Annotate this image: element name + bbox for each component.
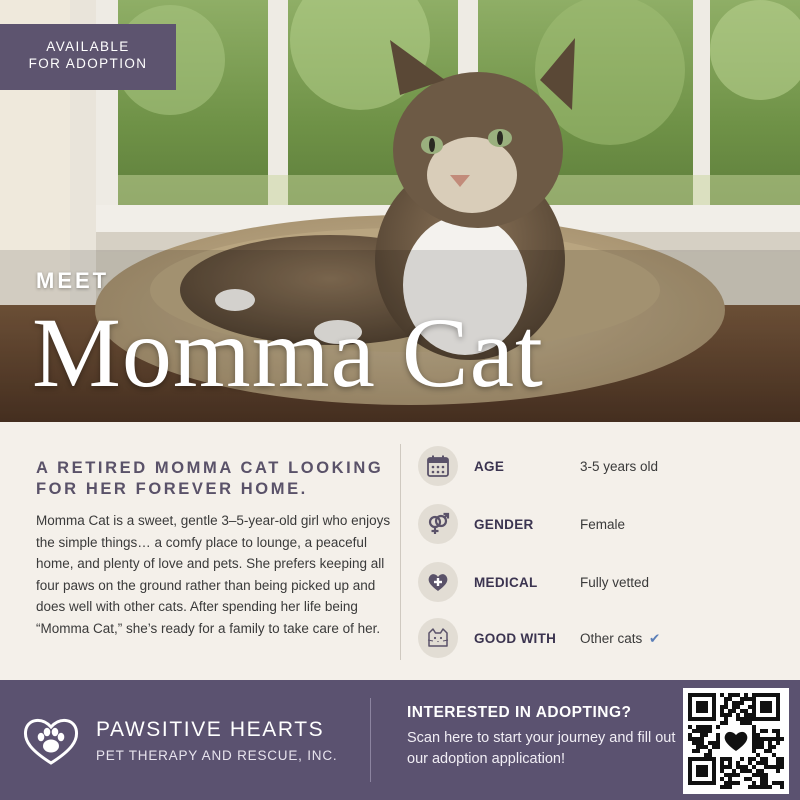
section-divider xyxy=(400,444,401,660)
fact-age xyxy=(418,446,788,488)
pet-description: Momma Cat is a sweet, gentle 3–5-year-old girl who enjoys the simple things… a comfy place to lounge, a peaceful home, and plenty of love and pets. She prefers keeping all four paws on the ground rather than being picked up and does well with other cats. After spending her life being “Momma Cat,” she’s ready for a family to take care of her. xyxy=(36,513,391,636)
org-name: PAWSITIVE HEARTS xyxy=(96,718,325,741)
pet-name-title: Momma Cat xyxy=(32,297,544,408)
cat-face-icon xyxy=(418,618,458,658)
fact-good-with xyxy=(418,618,788,660)
fact-gender xyxy=(418,504,788,546)
cta-title: INTERESTED IN ADOPTING? xyxy=(407,704,632,721)
meet-label: MEET xyxy=(36,268,110,293)
info-section xyxy=(0,422,800,680)
headline xyxy=(36,458,406,500)
calendar-icon xyxy=(418,446,458,486)
org-subtitle: PET THERAPY AND RESCUE, INC. xyxy=(96,748,338,763)
headline-line-1: A RETIRED MOMMA CAT LOOKING xyxy=(36,459,384,477)
fact-label: GOOD WITH xyxy=(474,631,557,646)
availability-badge xyxy=(0,24,176,90)
badge-line-1: AVAILABLE xyxy=(46,39,130,54)
fact-value-text: Other cats xyxy=(580,631,643,646)
fact-value: Fully vetted xyxy=(580,575,650,590)
fact-value: 3-5 years old xyxy=(580,459,659,474)
qr-code-icon[interactable] xyxy=(683,688,789,794)
headline-line-2: FOR HER FOREVER HOME. xyxy=(36,480,308,498)
badge-line-2: FOR ADOPTION xyxy=(28,56,148,71)
fact-label: AGE xyxy=(474,459,505,474)
fact-value: Female xyxy=(580,517,626,532)
fact-medical xyxy=(418,562,788,604)
check-icon: ✔ xyxy=(649,631,661,646)
gender-icon xyxy=(418,504,458,544)
fact-label: MEDICAL xyxy=(474,575,538,590)
cta-text: Scan here to start your journey and fill out our adoption application! xyxy=(407,730,676,767)
fact-label: GENDER xyxy=(474,517,534,532)
medical-heart-icon xyxy=(418,562,458,602)
paw-heart-logo-icon xyxy=(22,716,80,771)
footer-divider xyxy=(370,698,371,782)
fact-value xyxy=(580,631,660,647)
footer xyxy=(0,680,800,800)
